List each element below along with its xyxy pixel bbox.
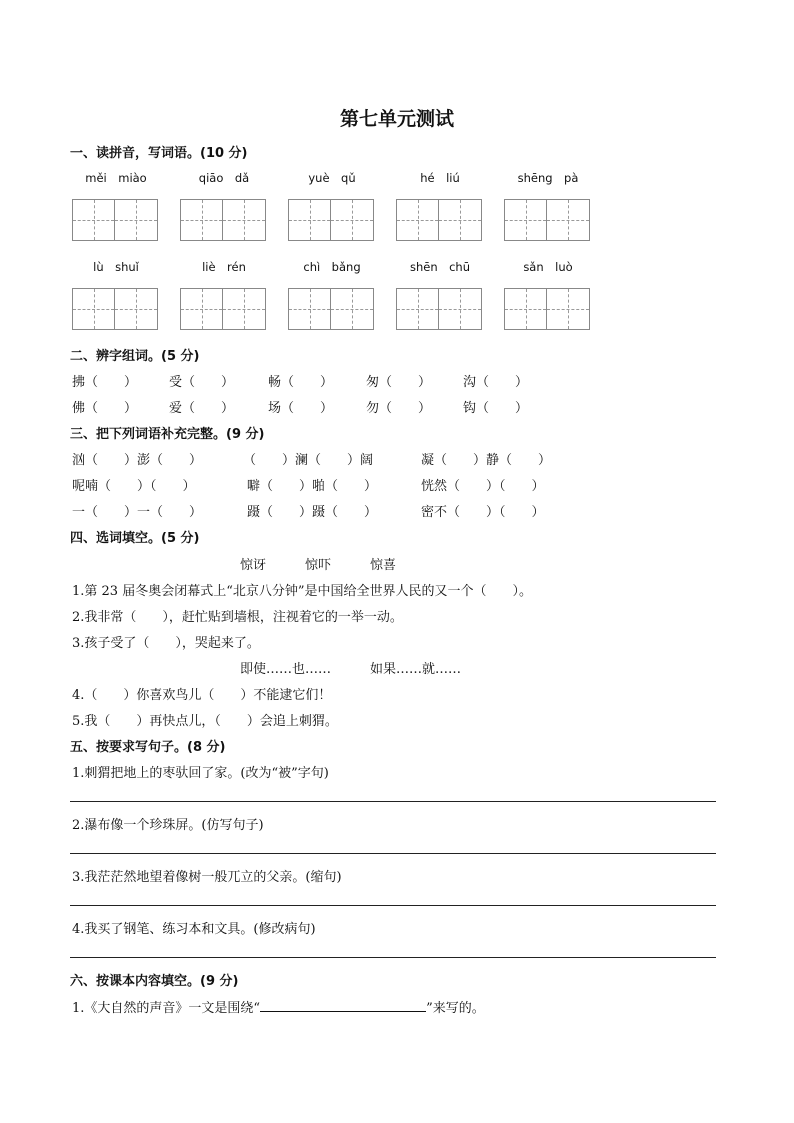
section-4-heading: 四、选词填空。(5 分): [70, 531, 200, 546]
question-text[interactable]: 5.我（ ）再快点儿，（ ）会追上刺猬。: [72, 714, 338, 729]
writing-grid-7[interactable]: [180, 288, 266, 330]
question-text[interactable]: 3.孩子受了（ ），哭起来了。: [72, 636, 260, 651]
pinyin-2: qiāo dǎ: [198, 171, 250, 185]
pinyin-7: liè rén: [202, 260, 246, 274]
question-text[interactable]: 1.第 23 届冬奥会闭幕式上“北京八分钟”是中国给全世界人民的又一个（ ）。: [72, 584, 533, 599]
idiom-item[interactable]: 密不（ ）（ ）: [421, 505, 545, 520]
writing-grid-10[interactable]: [504, 288, 590, 330]
idiom-item[interactable]: 汹（ ）澎（ ）: [72, 453, 203, 468]
pinyin-9: shēn chū: [409, 260, 471, 274]
idiom-item[interactable]: 凝（ ）静（ ）: [421, 453, 552, 468]
blank-line[interactable]: [260, 999, 426, 1012]
question-text: 4.我买了钢笔、练习本和文具。(修改病句): [72, 922, 316, 937]
pinyin-5: shēng pà: [517, 171, 579, 185]
pinyin-6: lù shuǐ: [93, 260, 139, 274]
section-5-heading: 五、按要求写句子。(8 分): [70, 740, 226, 755]
writing-grid-1[interactable]: [72, 199, 158, 241]
answer-line[interactable]: [70, 801, 716, 802]
pinyin-1: měi miào: [85, 171, 147, 185]
answer-line[interactable]: [70, 957, 716, 958]
section-1-heading: 一、读拼音，写词语。(10 分): [70, 146, 248, 161]
question-text[interactable]: 4.（ ）你喜欢鸟儿（ ）不能逮它们！: [72, 688, 332, 703]
pinyin-4: hé liú: [420, 171, 460, 185]
question-text: 3.我茫茫然地望着像树一般兀立的父亲。(缩句): [72, 870, 342, 885]
idiom-item[interactable]: 蹑（ ）蹑（ ）: [247, 505, 378, 520]
pinyin-3: yuè qǔ: [308, 171, 356, 185]
pinyin-10: sǎn luò: [523, 260, 573, 274]
question-suffix: ”来写的。: [426, 1001, 485, 1016]
word-pair-item[interactable]: 匆（ ）: [366, 375, 432, 390]
writing-grid-4[interactable]: [396, 199, 482, 241]
question-text: 2.瀑布像一个珍珠屏。(仿写句子): [72, 818, 264, 833]
idiom-item[interactable]: 噼（ ）啪（ ）: [247, 479, 378, 494]
idiom-item[interactable]: 恍然（ ）（ ）: [421, 479, 545, 494]
idiom-item[interactable]: 一（ ）一（ ）: [72, 505, 203, 520]
word-bank-1: 惊讶 惊吓 惊喜: [240, 558, 397, 573]
idiom-item[interactable]: （ ）澜（ ）阔: [243, 453, 374, 468]
word-pair-item[interactable]: 受（ ）: [169, 375, 235, 390]
word-pair-item[interactable]: 爱（ ）: [169, 401, 235, 416]
word-pair-item[interactable]: 场（ ）: [268, 401, 334, 416]
writing-grid-6[interactable]: [72, 288, 158, 330]
writing-grid-2[interactable]: [180, 199, 266, 241]
answer-line[interactable]: [70, 905, 716, 906]
question-text: 1.刺猬把地上的枣驮回了家。(改为“被”字句): [72, 766, 329, 781]
section-6-heading: 六、按课本内容填空。(9 分): [70, 974, 239, 989]
pinyin-8: chì bǎng: [303, 260, 361, 274]
word-bank-2: 即使……也…… 如果……就……: [240, 662, 462, 677]
idiom-item[interactable]: 呢喃（ ）（ ）: [72, 479, 196, 494]
writing-grid-3[interactable]: [288, 199, 374, 241]
answer-line[interactable]: [70, 853, 716, 854]
word-pair-item[interactable]: 畅（ ）: [268, 375, 334, 390]
writing-grid-8[interactable]: [288, 288, 374, 330]
question-text[interactable]: 2.我非常（ ），赶忙贴到墙根，注视着它的一举一动。: [72, 610, 403, 625]
section-2-heading: 二、辨字组词。(5 分): [70, 349, 200, 364]
word-pair-item[interactable]: 钩（ ）: [463, 401, 529, 416]
question-prefix: 1.《大自然的声音》一文是围绕“: [72, 1001, 261, 1016]
fill-blank-question[interactable]: [72, 997, 485, 1016]
section-3-heading: 三、把下列词语补充完整。(9 分): [70, 427, 265, 442]
word-pair-item[interactable]: 沟（ ）: [463, 375, 529, 390]
word-pair-item[interactable]: 拂（ ）: [72, 375, 138, 390]
writing-grid-9[interactable]: [396, 288, 482, 330]
page-title: 第七单元测试: [339, 108, 454, 130]
word-pair-item[interactable]: 佛（ ）: [72, 401, 138, 416]
writing-grid-5[interactable]: [504, 199, 590, 241]
word-pair-item[interactable]: 勿（ ）: [366, 401, 432, 416]
